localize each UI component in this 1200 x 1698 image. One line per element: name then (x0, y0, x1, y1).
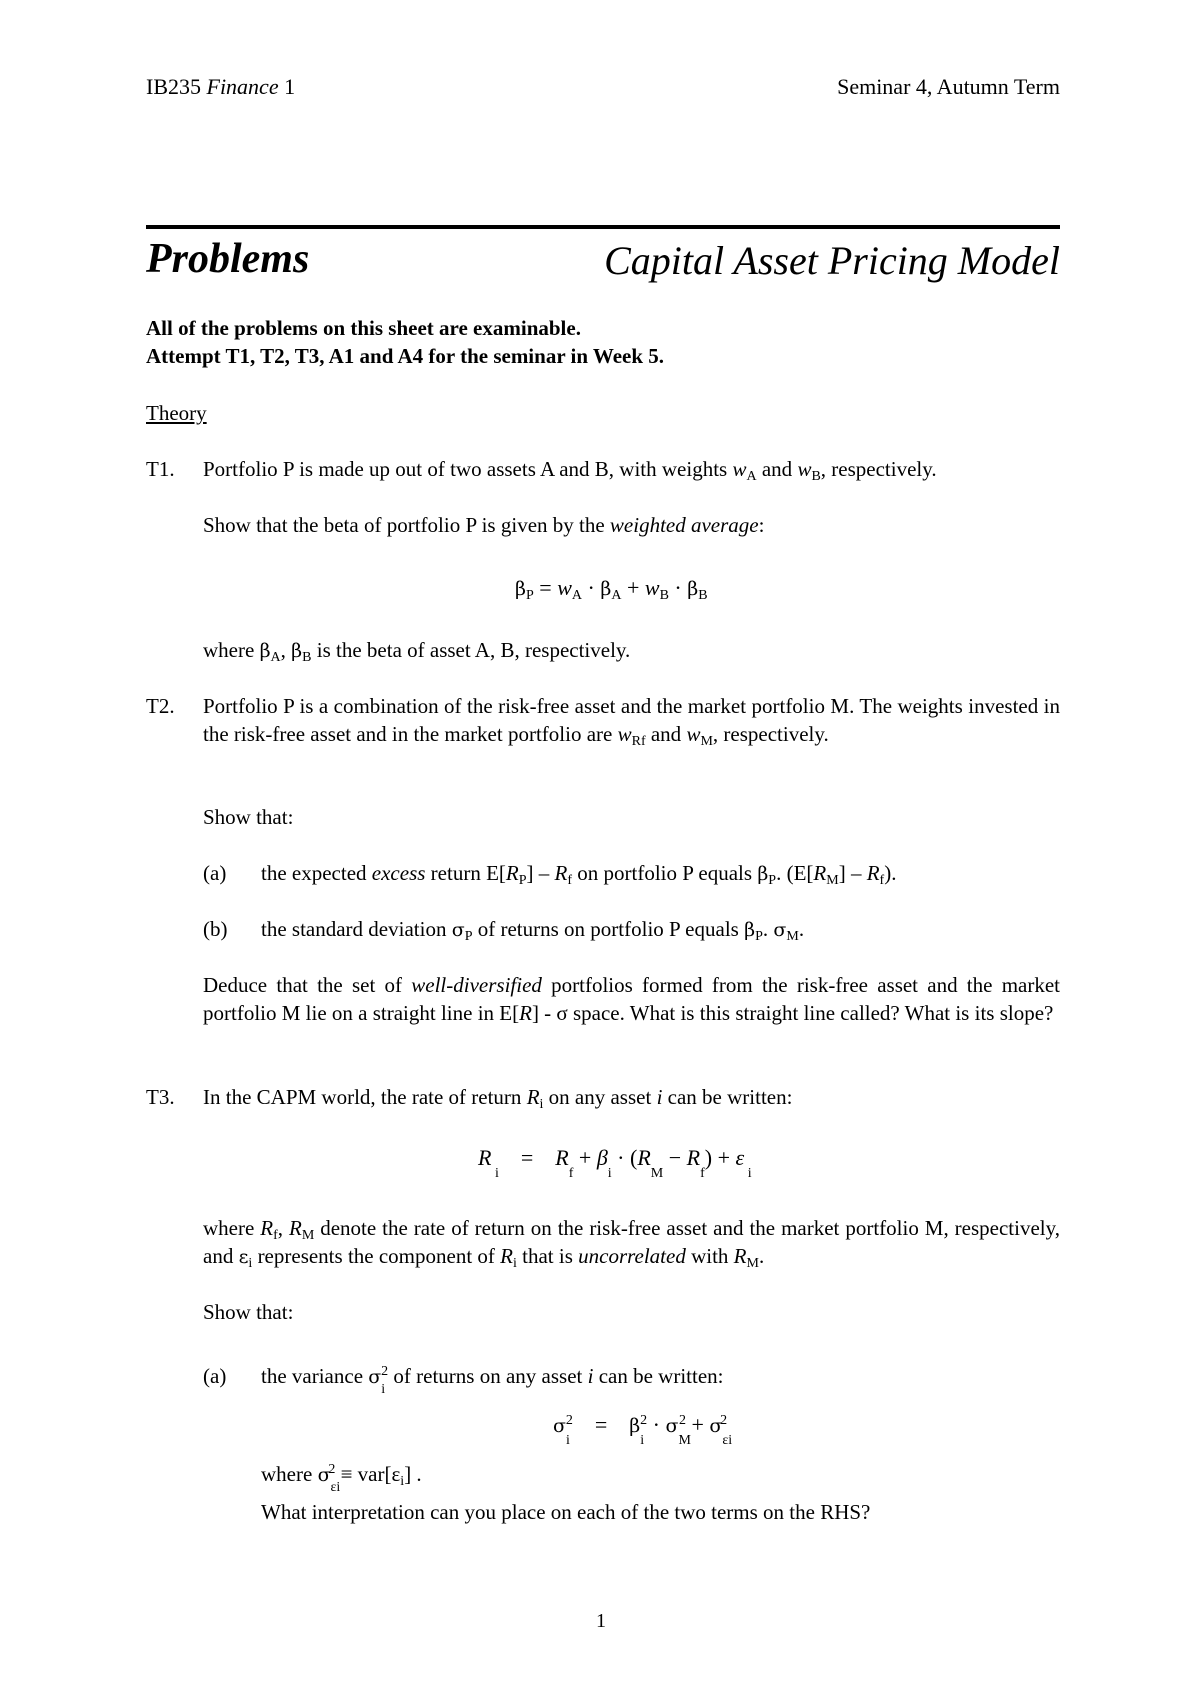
t3-number: T3. (146, 1085, 175, 1109)
page-number: 1 (596, 1610, 606, 1632)
t3-show: Show that: (203, 1300, 294, 1324)
page-title: Problems (146, 236, 310, 282)
intro-line-1: All of the problems on this sheet are examinable. (146, 316, 581, 340)
t2-b-text: the standard deviation $\sigma_P$ of returns on portfolio P equals $\beta_P$. $\sigma_M$. (261, 917, 805, 944)
title-rule (146, 225, 1060, 229)
t1-paragraph: Portfolio P is made up out of two assets A and B, with weights $w_A$ and $w_B$, respectively. (203, 457, 937, 484)
t3-where: where $R_f$, $R_M$ denote the rate of return on the risk-free asset and the market portfolio M, respectively, and $\varepsilon_i$ represents the component of $R_i$ that is uncorrelated with $R_M$. (203, 1216, 1060, 1271)
t3-variance-equation: $\sigma_i^2$ = $\beta_i^2 \cdot \sigma_M^2 + \sigma_{\varepsilon i}^2$ (553, 1412, 733, 1448)
course-code: IB235 (146, 74, 201, 99)
t1-equation: $\beta_P = w_A \cdot \beta_A + w_B \cdot \beta_B$ (515, 575, 708, 603)
intro-line-2: Attempt T1, T2, T3, A1 and A4 for the seminar in Week 5. (146, 344, 665, 368)
t3-a-where: where $\sigma_{\varepsilon i}^2 \equiv var[\varepsilon_i]$ . (261, 1462, 422, 1495)
t2-deduce: Deduce that the set of well-diversified portfolios formed from the risk-free asset and the market portfolio M lie on a straight line in E[R] - σ space. What is this straight line called? What is its slope? (203, 973, 1060, 1025)
t2-a-label: (a) (203, 861, 227, 885)
t2-a-text: the expected excess return $E[R_P] - R_f$ on portfolio P equals $\beta_P$. $(E[R_M] - R_f)$. (261, 861, 897, 888)
course-number: 1 (284, 74, 296, 99)
t1-number: T1. (146, 457, 175, 481)
course-name: Finance (206, 74, 279, 99)
t3-paragraph: In the CAPM world, the rate of return $R_i$ on any asset i can be written: (203, 1085, 793, 1112)
page-subtitle: Capital Asset Pricing Model (604, 238, 1060, 283)
seminar-header: Seminar 4, Autumn Term (837, 74, 1060, 99)
t1-where: where $\beta_A$, $\beta_B$ is the beta of asset A, B, respectively. (203, 638, 631, 665)
t1-instruction: Show that the beta of portfolio P is given by the weighted average: (203, 513, 765, 537)
t3-a-text: the variance $\sigma_i^2$ of returns on any asset i can be written: (261, 1364, 724, 1397)
t3-question: What interpretation can you place on each of the two terms on the RHS? (261, 1500, 871, 1524)
t3-a-label: (a) (203, 1364, 227, 1388)
course-header (146, 74, 295, 100)
t2-b-label: (b) (203, 917, 228, 941)
section-heading: Theory (146, 401, 207, 425)
t2-show: Show that: (203, 805, 294, 829)
t2-paragraph: Portfolio P is a combination of the risk-free asset and the market portfolio M. The weights invested in the risk-free asset and in the market portfolio are $w_{Rf}$ and $w_M$, respectively. (203, 694, 1060, 749)
t3-equation: R $_i$ = $R_f + \beta_i \cdot (R_M - R_f) + \varepsilon$ $_i$ (478, 1145, 752, 1181)
t2-number: T2. (146, 694, 175, 718)
